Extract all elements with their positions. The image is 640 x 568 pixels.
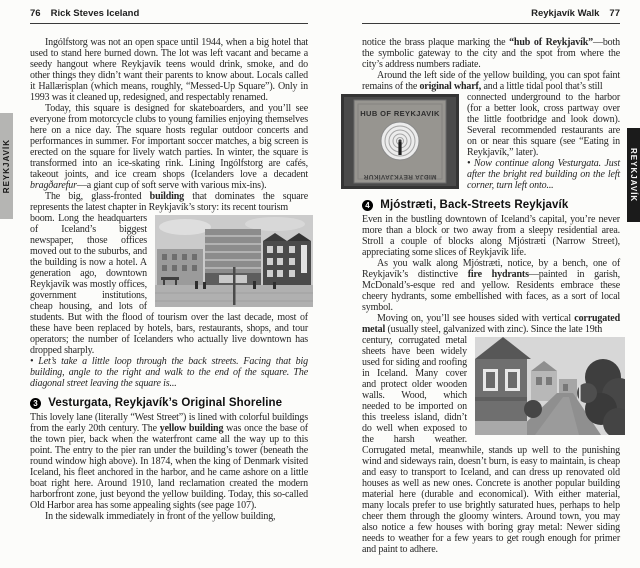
paragraph-building-intro: The big, glass-fronted building that dominates the square represents the latest chapter in Reykjavík’s story: its recent tourism xyxy=(30,191,308,213)
paragraph-tidal-pool: connected underground to the harbor (for a better look, cross partway over the little footbridge and look down). Several recommended restaurants are on or near this square (see “Eating in Reykjavík,” later). xyxy=(467,92,620,158)
left-running-head xyxy=(30,8,308,24)
section-heading-text: Vesturgata, Reykjavík’s Original Shoreline xyxy=(48,397,283,409)
right-page-edge-tab xyxy=(627,128,640,222)
page-number-left: 76 xyxy=(30,8,41,19)
photo-mjostraeti-street xyxy=(475,337,625,435)
right-page xyxy=(362,8,620,555)
chapter-title: Reykjavík Walk xyxy=(531,8,600,19)
right-tab-label: REYKJAVÍK xyxy=(629,147,638,203)
paragraph-ingolfstorg-history: Ingólfstorg was not an open space until 1944, when a big hotel that used to stand here burned down. The lot was left vacant and became a seedy hangout where Reykjavík teens would drink, smoke, and do other things they didn’t want their parents to know about. Locals called it Hallærisplan (which means, roughly, “Messed-Up Square”). Only in 1993 was it cleaned up, redesigned, and respectably renamed. xyxy=(30,37,308,103)
photo-hub-of-reykjavik-plaque xyxy=(341,94,459,189)
plaque-top-text: HUB OF REYKJAVIK xyxy=(360,109,440,118)
walk-direction-note-left: • Let’s take a little loop through the back streets. Facing that big building, angle to the right and walk to the end of the square. The diagonal street leaving the square is... xyxy=(30,356,308,389)
book-title: Rick Steves Iceland xyxy=(50,8,140,19)
plaque-bottom-text-upside-down: MIÐJA REYKJAVÍKUR xyxy=(363,173,437,180)
stop-number-icon: 3 xyxy=(30,398,41,409)
stop-number-icon: 4 xyxy=(362,200,373,211)
paragraph-vesturgata: This lovely lane (literally “West Street”) is lined with colorful buildings from the early 20th century. The yellow building was once the base of the town pier, back when the waterfront came all the way up to this point. The entry to the pier ran under the building’s tower (beneath the round window high above). In 1874, when the king of Denmark visited Iceland, his fleet anchored in the harbor, and he came ashore on a little boat right here. Around 1910, land reclamation created the modern harborfront zone, just beyond the yellow building. Today, this so-called Old Harbor area has some appealing sights (see page 107). xyxy=(30,412,308,511)
walk-direction-note-right: • Now continue along Vesturgata. Just after the bright red building on the left corner, turn left onto... xyxy=(467,158,620,191)
paragraph-back-streets: Even in the bustling downtown of Iceland’s capital, you’re never more than a block or two away from a sleepy residential area. Stroll a couple of blocks along Mjóstræti (Narrow Street), appreciating some slices of Reykjavík life. xyxy=(362,214,620,258)
square-photo-illustration xyxy=(155,215,313,307)
photo-ingolfstorg-square xyxy=(155,215,313,307)
paragraph-corrugated-detail: century, corrugated metal sheets have been widely used for siding and roofing in Iceland. Many cover and protect older wooden walls. Wood, which needed to be imported on this treeless island, didn’t do well when exposed to the harsh weather. Corrugated metal, meanwhile, stands up well to the punishing wind and sideways rain, doesn’t burn, is easy to maintain, is cheap and easy to transport to Iceland, and can dress up renovated old houses as well as new ones. Concrete is another popular building material here (durable and economical). With either material, many locals prefer to use brightly saturated hues, perhaps to help cheer them through the gloomy winters. Around town, you may also notice a few houses with boring gray metal: Newer siding needs to weather for a few years to get rough enough for primer and paint to adhere. xyxy=(362,335,620,555)
street-photo-illustration xyxy=(475,337,625,435)
left-page xyxy=(30,8,308,522)
paragraph-fire-hydrants: As you walk along Mjóstræti, notice, by a bench, one of Reykjavík’s distinctive fire hydrants—painted in garish, McDonald’s-esque red and yellow. Residents embrace these cheery hydrants, some embellished with faces, as a sort of local symbol. xyxy=(362,258,621,313)
section-heading-mjostraeti xyxy=(362,199,620,211)
paragraph-square-today: Today, this square is designed for skateboarders, and you’ll see everyone from motorcycle clubs to young families enjoying themselves here on a nice day. The square hosts regular outdoor concerts and performances in summer. For important soccer matches, a big screen is erected on the square for lively watch parties. In winter, the square is transformed into an ice-skating rink. Lining Ingólfstorg are cafés, takeout joints, and ice cream shops (Icelanders love a decadent bragðarefur—a giant cup of soft serve with various mix-ins). xyxy=(30,103,308,191)
section-heading-text: Mjóstræti, Back-Streets Reykjavík xyxy=(380,199,569,211)
paragraph-building-boom: boom. Long the headquarters of Iceland’s biggest newspaper, those offices moved out to the suburbs, and the building is now a hotel. A generation ago, downtown Reykjavík was mostly offices, government institutions, cheap housing, and lots of students. But with the flood of tourism over the last decade, most of these have been replaced by hotels, bars, restaurants, shops, and tour operators; the number of Icelanders who actually live downtown has dropped sharply. xyxy=(30,213,308,356)
page-number-right: 77 xyxy=(609,8,620,19)
paragraph-hub-plaque: notice the brass plaque marking the “hub of Reykjavík”—both the symbolic gateway to the city and the spot from where the city’s address numbers radiate. xyxy=(362,37,620,70)
left-page-edge-tab xyxy=(0,113,13,219)
section-heading-vesturgata xyxy=(30,397,308,409)
right-running-head xyxy=(362,8,620,24)
paragraph-corrugated-intro: Moving on, you’ll see houses sided with vertical corrugated metal (usually steel, galvanized with zinc). Since the late 19th xyxy=(362,313,620,335)
left-tab-label: REYKJAVÍK xyxy=(2,138,11,194)
plaque-photo-illustration xyxy=(341,94,459,189)
paragraph-wharf-intro: Around the left side of the yellow building, you can spot faint remains of the original wharf, and a little tidal pool that’s still xyxy=(362,70,620,92)
paragraph-sidewalk-lead: In the sidewalk immediately in front of the yellow building, xyxy=(45,511,276,522)
